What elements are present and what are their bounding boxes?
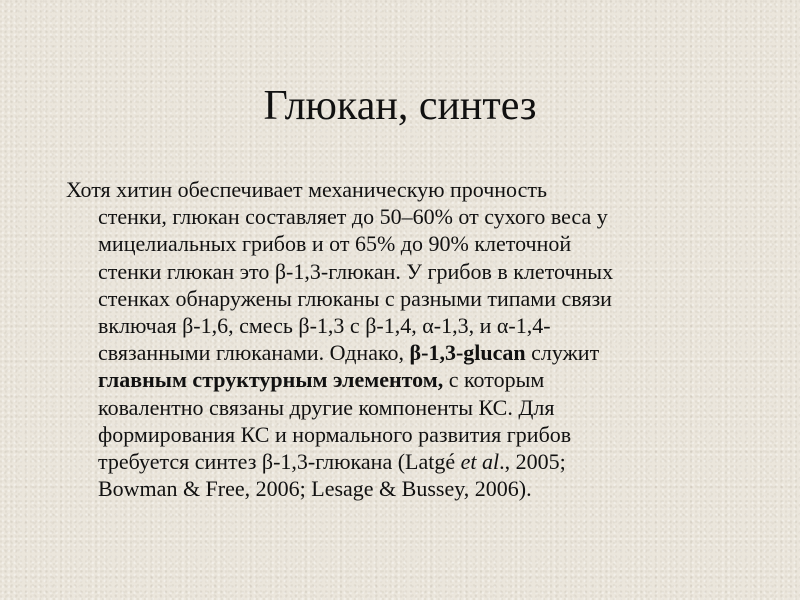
body-line: стенках обнаружены глюканы с разными типами связи [98,285,612,311]
body-line [66,366,706,393]
body-line: Хотя хитин обеспечивает механическую прочность [66,177,548,202]
body-text-segment: служит [531,340,600,366]
slide-body [66,176,706,502]
body-line: стенки глюкан это β-1,3-глюкан. У грибов в клеточных [98,258,614,284]
emphasis-phrase: главным структурным элементом, [98,367,444,393]
body-line: формирования КС и нормального развития грибов [98,421,572,447]
body-text-segment: ., 2005; [499,449,566,475]
slide-title: Глюкан, синтез [263,83,537,129]
body-line: стенки, глюкан составляет до 50–60% от сухого веса у [98,204,608,230]
body-text-segment: связанными глюканами. Однако, [98,340,405,366]
citation-et-al: et al [460,449,500,475]
body-text-segment: с которым [448,367,545,393]
emphasis-term: β-1,3-glucan [409,340,526,366]
body-line: Bowman & Free, 2006; Lesage & Bussey, 2006). [98,476,532,502]
body-line [66,448,706,475]
body-text-segment: требуется синтез β-1,3-глюкана (Latgé [98,449,456,475]
body-line: включая β-1,6, смесь β-1,3 с β-1,4, α-1,3, и α-1,4- [98,313,551,339]
body-line [66,339,706,366]
body-line: ковалентно связаны другие компоненты КС. Для [98,394,555,420]
body-line: мицелиальных грибов и от 65% до 90% клеточной [98,231,572,257]
